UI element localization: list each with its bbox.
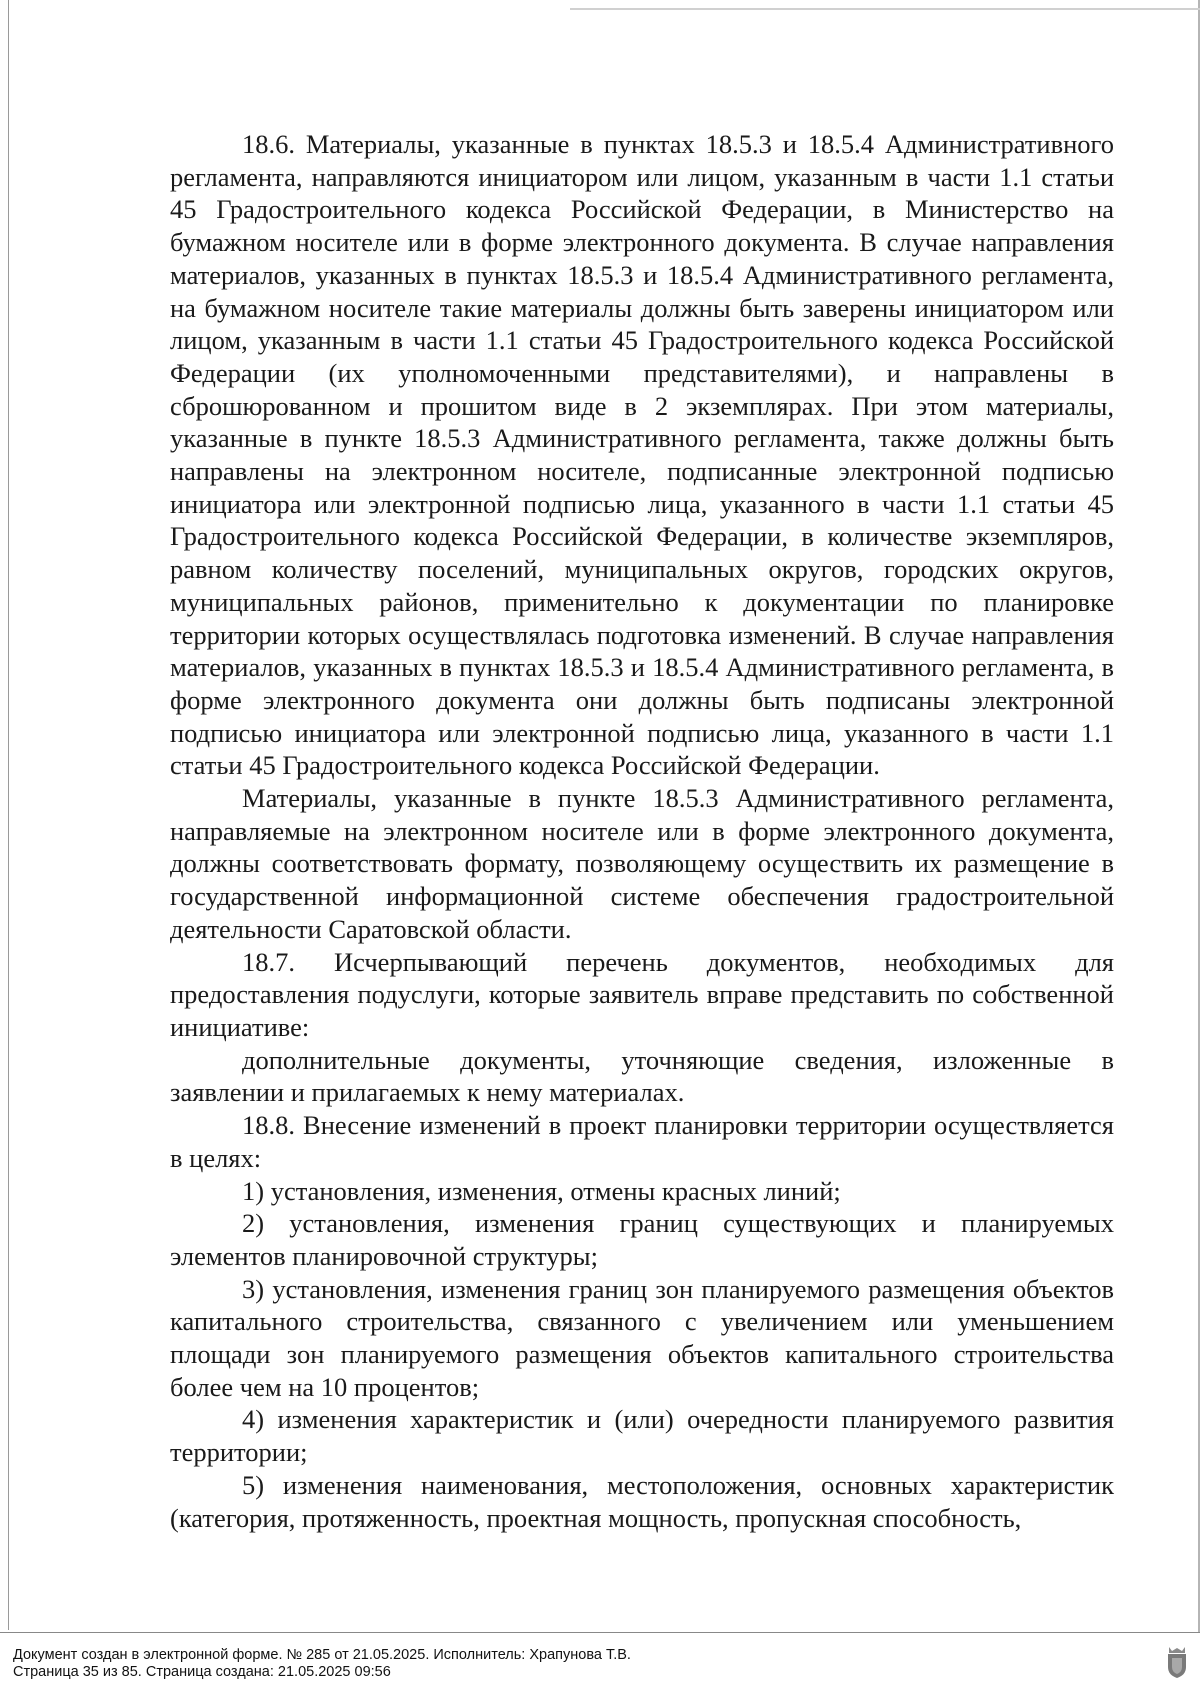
list-item-1: 1) установления, изменения, отмены красных линий; <box>242 1175 841 1206</box>
paragraph-18-6: 18.6. Материалы, указанные в пунктах 18.5.3 и 18.5.4 Административного регламента, направляются инициатором или лицом, указанным в части 1.1 статьи 45 Градостроительного кодекса Российской Федерации, в Министерство на бумажном носителе или в форме электронного документа. В случае направления материалов, указанных в пунктах 18.5.3 и 18.5.4 Административного регламента, на бумажном носителе такие материалы должны быть заверены инициатором или лицом, указанным в части 1.1 статьи 45 Градостроительного кодекса Российской Федерации (их уполномоченными представителями), и направлены в сброшюрованном и прошитом виде в 2 экземплярах. При этом материалы, указанные в пункте 18.5.3 Административного регламента, также должны быть направлены на электронном носителе, подписанные электронной подписью инициатора или электронной подписью лица, указанного в части 1.1 статьи 45 Градостроительного кодекса Российской Федерации, в количестве экземпляров, равном количеству поселений, муниципальных округов, городских округов, муниципальных районов, применительно к документации по планировке территории которых осуществлялась подготовка изменений. В случае направления материалов, указанных в пунктах 18.5.3 и 18.5.4 Административного регламента, в форме электронного документа они должны быть подписаны электронной подписью инициатора или электронной подписью лица, указанного в части 1.1 статьи 45 Градостроительного кодекса Российской Федерации. <box>170 129 1114 781</box>
paragraph-18-7: 18.7. Исчерпывающий перечень документов, необходимых для предоставления подуслуги, которые заявитель вправе представить по собственной инициативе: <box>170 946 1114 1042</box>
document-footer <box>0 1632 1200 1699</box>
scan-top-mark <box>570 8 1200 10</box>
list-item-3: 3) установления, изменения границ зон планируемого размещения объектов капитального строительства, связанного с увеличением или уменьшением площади зон планируемого размещения объектов капитального строительства более чем на 10 процентов; <box>170 1273 1114 1402</box>
document-body <box>170 128 1114 1534</box>
list-item-4: 4) изменения характеристик и (или) очередности планируемого развития территории; <box>170 1404 1114 1468</box>
paragraph-additional-documents: дополнительные документы, уточняющие сведения, изложенные в заявлении и прилагаемых к нему материалах. <box>170 1044 1114 1108</box>
scan-border-left <box>8 0 9 1630</box>
paragraph-18-8: 18.8. Внесение изменений в проект планировки территории осуществляется в целях: <box>170 1110 1114 1173</box>
list-item-5: 5) изменения наименования, местоположения, основных характеристик (категория, протяженность, проектная мощность, пропускная способность, <box>170 1469 1114 1533</box>
coat-of-arms-icon <box>1166 1645 1188 1679</box>
paragraph-materials-format: Материалы, указанные в пункте 18.5.3 Административного регламента, направляемые на электронном носителе или в форме электронного документа, должны соответствовать формату, позволяющему осуществить их размещение в государственной информационной системе обеспечения градостроительной деятельности Саратовской области. <box>170 783 1114 944</box>
footer-line-page-info: Страница 35 из 85. Страница создана: 21.05.2025 09:56 <box>13 1664 391 1680</box>
list-item-2: 2) установления, изменения границ существующих и планируемых элементов планировочной структуры; <box>170 1208 1114 1271</box>
footer-text <box>13 1647 631 1681</box>
footer-line-document-info: Документ создан в электронной форме. № 285 от 21.05.2025. Исполнитель: Храпунова Т.В. <box>13 1647 631 1663</box>
